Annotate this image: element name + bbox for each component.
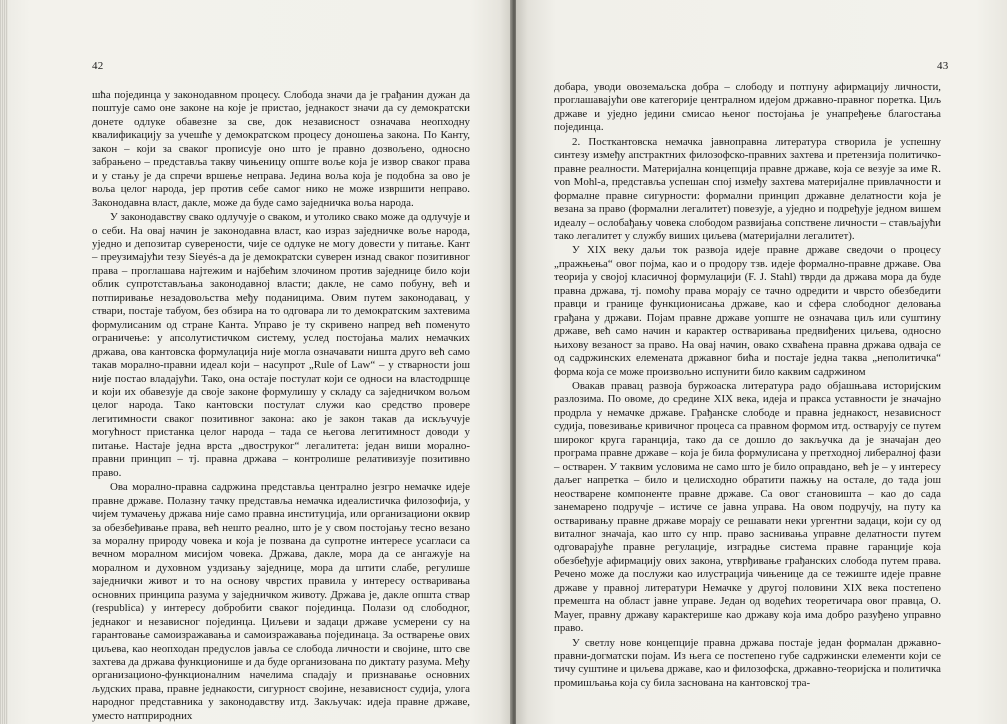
page-edge (0, 0, 8, 724)
page-body (554, 81, 941, 690)
paragraph: У XIX веку даљи ток развоја идеје правне државе сведочи о процесу „пражњења“ овог појма, као и о продору тзв. идеје формално-правне државе. Ова теорија у својој класичној формулацији (F. J. Stahl) тврди да држава мора да буде правна држава, тј. помоћу права морају се тачно одредити и чврсто обезбедити правци и границе функционисања државе, као и сфера слободног деловања грађана у држави. Појам правне државе уопште не означава циљ или суштину државе, већ само начин и карактер остваривања предвиђених циљева, односно њихову везаност за право. На овај начин, овако схваћена правна држава одваја се од садржинских елемената државног бића и постаје једна таква „неполитичка“ форма која се може произвољно испунити било каквим садржином (554, 244, 941, 378)
paragraph: У законодавству свако одлучује о сваком, и утолико свако може да одлучује и о себи. На овај начин је законодавна власт, као израз заједничке воље народа, уједно и депозитар суверености, чије се одлуке не могу довести у питање. Кант – преузимајући тезу Sieyés-а да је демократски суверен изнад сваког позитивног права – проглашава најтежим и најбећим злочином против заједнице било који облик супротстављања законодавној власти; дакле, не само побуну, већ и потпиривање незадовољства међу поданицима. Овим путем законодавац, у ствари, постаје табуом, без обзира на то одговара ли то демократским захтевима формулисаним од стране Канта. Управо је ту скривено напред већ поменуто ограничење: у апсолутистичком систему, услед постојања малих немачких држава, ова кантовска формулација није могла означавати ништа друго већ само такав морално-правни идеал који – насупрот „Rule of Law“ – у стварности још није постао владајући. Тако, она остаје постулат који се односи на властодршце и који их обавезује да своје законе формулишу у складу са заједничком вољом целог народа. Тако кантовски постулат служи као средство провере легитимности сваког позитивног закона: ако је закон такав да искључује могућност пристанка целог народа – тада се његова легитимност доводи у питање. Настаје једна врста „двоструког“ легалитета: један виши морално-правни принцип – тј. правна држава – контролише релативизује позитивно право. (92, 211, 470, 479)
paragraph: 2. Посткантовска немачка јавноправна литература створила је успешну синтезу између апстрактних филозофско-правних захтева и претензија политичко-правне реалности. Материјална концепција правне државе, која се везује за име R. von Mohl-а, представља успешан спој између захтева материјалне привлачности и формалне правне сигурности: формални принцип државне делатности која је везана за право (формални легалитет) повезује, а уједно и подређује једном вишем идеалу – ослобађању човека слободом развијања сопствене личности – стављајући тако легалитет у службу виших циљева (материјални легалитет). (554, 135, 941, 242)
paragraph: У светлу нове концепције правна држава постаје један формалан државно-правни-догматски појам. Из њега се постепено губе садржински елементи који се тичу суштине и циљева државе, као и филозофска, државно-теоријска и политичка промишљања која су била заснована на кантовској тра- (554, 636, 941, 689)
paragraph: добара, уводи овоземаљска добра – слободу и потпуну афирмацију личности, проглашавајући ове категорије централном идејом државно-правног поретка. Циљ државе и уједно једини смисао њеног постојања је унапређење благостања појединца. (554, 81, 941, 134)
right-page (516, 0, 1007, 724)
page-body (92, 89, 470, 723)
paragraph: Ова морално-правна садржина представља централно језгро немачке идеје правне државе. Полазну тачку представља немачка идеалистичка филозофија, у чијем тумачењу држава није само правна институција, или организациони оквир за обезбеђивање права, већ нешто реално, што је у свом постојању тесно везано за моралну природу човека и која је позвана да супротне интересе усагласи са вечном моралном мисијом човека. Држава, дакле, мора да се ангажује на моралном и духовном уздизању заједнице, мора да штити слабе, регулише заједнички живот и то на основу чврстих правила у интересу остваривања основних принципа разума у заједничком животу. Држава је, дакле општа ствар (respublica) у интересу добробити сваког појединца. Полази од слободног, једнаког и независног појединца. Циљеви и задаци државе усмерени су на гарантовање самоизражавања и самоизражавања појединаца. За остварење ових циљева, као неопходан предуслов јавља се слобода личности и својине, што све захтева да држава функционише и да буде организована по диктату разума. Међу организационо-функционалним начелима спадају и признавање основних људских права, правне једнакости, сигурност својине, независност судија, улога народног представника у законодавству итд. Закључак: идеја правне државе, уместо натприродних (92, 481, 470, 722)
paragraph: Овакав правац развоја буржоаска литература радо објашњава историјским разлозима. По овоме, до средине XIX века, идеја и пракса уставности је значајно продрла у немачке државе. Грађанске слободе и правна једнакост, независност судија, повезивање кривичног процеса са правном формом итд. остварују се путем широког круга гаранција, тако да се дошло до закључка да је значајан део програма правне државе – која је била формулисана у претходној либералној фази – остварен. У таквим условима не само што је било оправдано, већ је – у интересу даљег напретка – било и целисходно обратити пажњу на остале, до тада још неостварене компоненте правне државе. Са овог становишта – као до сада занемарено подручје – истиче се јавна управа. На овом подручју, на путу ка остваривању правне државе морају се решавати неки ургентни задаци, који су од виталног значаја, као што су нпр. право заснивања управне делатности путем одговарајуће правне регулације, изградње система правне гаранције која обезбеђује афирмацију ових закона, утврђивање грађанских слобода путем права. Речено може да послужи као илустрација чињенице да се тежиште идеје правне државе у правној литератури Немачке у другој половини XIX века постепено премешта на област јавне управе. Један од водећих теоретичара овог правца, O. Mayer, правну државу карактерише као државу која има добро разуђено управно право. (554, 379, 941, 635)
page-number: 42 (92, 60, 104, 72)
page-number: 43 (937, 60, 949, 72)
paragraph: шћа појединца у законодавном процесу. Слобода значи да је грађанин дужан да поштује само оне законе на које је пристао, једнакост значи да су демократски донете одлуке обавезне за све, док независност означава неопходну квалификацију за учешће у демократском процесу доношења закона. По Канту, закон – који за сваког прописује оно што је правно дозвољено, односно забрањено – представља такву чињеницу опште воље која је извор сваког права и у стању је да спречи вршење неправа. Једина воља која је подобна за ово је воља целог народа, јер против себе самог нико не може извршити неправо. Законодавна власт, дакле, може да буде само заједничка воља народа. (92, 89, 470, 209)
